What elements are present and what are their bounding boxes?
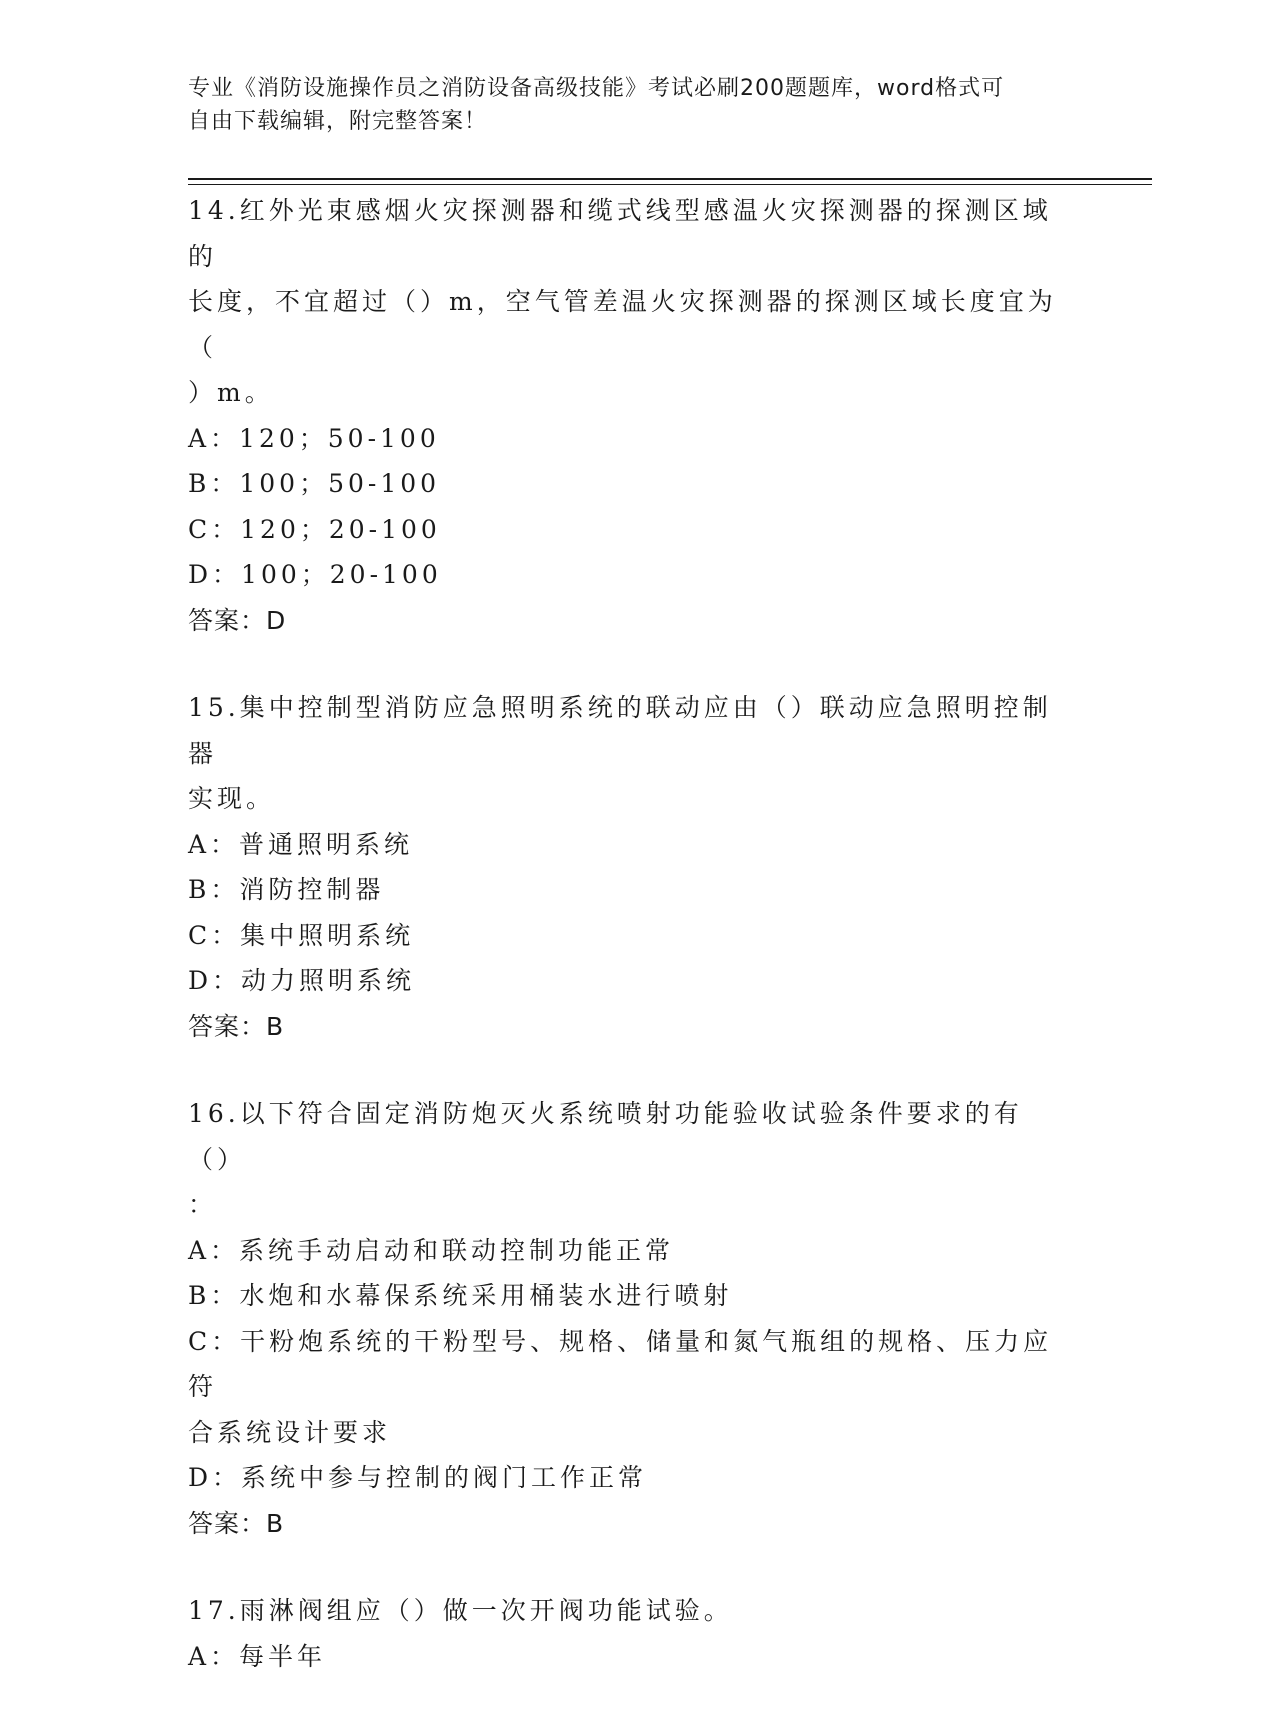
- answer-label: 答案：B: [188, 1011, 285, 1041]
- option-c: C：干粉炮系统的干粉型号、规格、储量和氮气瓶组的规格、压力应符: [188, 1326, 1053, 1401]
- question-14: [188, 188, 1068, 643]
- question-list: [188, 188, 1068, 1721]
- answer-label: 答案：B: [188, 1508, 285, 1538]
- option-a: A：120；50-100: [188, 423, 440, 453]
- question-17: [188, 1588, 1068, 1679]
- header-divider-thin: [188, 184, 1152, 185]
- header-line-2: 自由下载编辑，附完整答案！: [188, 109, 488, 134]
- document-header: [188, 72, 1068, 138]
- question-stem-line: ）m。: [188, 378, 274, 407]
- option-a: A：每半年: [188, 1641, 327, 1671]
- question-stem-line: ：: [188, 1190, 218, 1219]
- option-d: D：动力照明系统: [188, 966, 416, 995]
- question-stem-line: 14.红外光束感烟火灾探测器和缆式线型感温火灾探测器的探测区域的: [188, 196, 1052, 271]
- option-d: D：100；20-100: [188, 560, 442, 589]
- question-stem-line: 15.集中控制型消防应急照明系统的联动应由（）联动应急照明控制器: [188, 693, 1052, 768]
- option-b: B：100；50-100: [188, 469, 441, 498]
- question-stem-line: 长度，不宜超过（）m，空气管差温火灾探测器的探测区域长度宜为（: [188, 287, 1057, 362]
- option-a: A：系统手动启动和联动控制功能正常: [188, 1235, 675, 1265]
- question-16: [188, 1091, 1068, 1546]
- option-d: D：系统中参与控制的阀门工作正常: [188, 1463, 648, 1492]
- option-b: B：水炮和水幕保系统采用桶装水进行喷射: [188, 1281, 733, 1310]
- question-15: [188, 685, 1068, 1049]
- header-divider-thick: [188, 178, 1152, 180]
- answer-label: 答案：D: [188, 605, 287, 635]
- option-b: B：消防控制器: [188, 875, 385, 904]
- option-c: C：120；20-100: [188, 514, 441, 544]
- option-a: A：普通照明系统: [188, 829, 414, 859]
- question-stem-line: 17.雨淋阀组应（）做一次开阀功能试验。: [188, 1596, 733, 1625]
- question-stem-line: 实现。: [188, 784, 276, 813]
- option-c-continued: 合系统设计要求: [188, 1417, 392, 1447]
- option-c: C：集中照明系统: [188, 920, 415, 950]
- header-line-1: 专业《消防设施操作员之消防设备高级技能》考试必刷200题题库，word格式可: [188, 76, 1005, 101]
- question-stem-line: 16.以下符合固定消防炮灭火系统喷射功能验收试验条件要求的有（）: [188, 1099, 1023, 1174]
